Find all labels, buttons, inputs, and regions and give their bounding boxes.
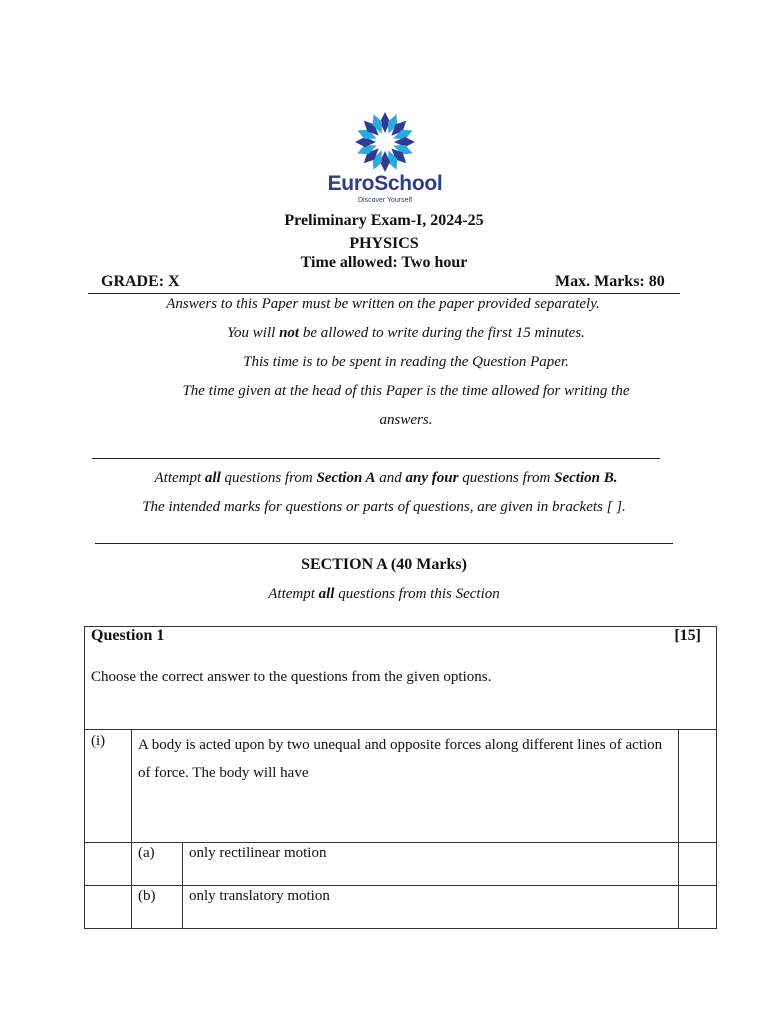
section-a-subtitle: Attempt all questions from this Section (268, 586, 500, 602)
empty-cell (85, 886, 132, 929)
divider-rule (92, 458, 660, 459)
subject-title: PHYSICS (349, 235, 419, 252)
logo-wordmark: EuroSchool (327, 172, 443, 195)
option-text: only rectilinear motion (183, 843, 679, 886)
section-a-title: SECTION A (40 Marks) (301, 556, 467, 573)
answer-cell (679, 886, 717, 929)
item-number: (i) (85, 730, 132, 843)
logo-tagline: Discover Yourself (357, 197, 413, 204)
divider-rule (95, 543, 673, 544)
question-title: Question 1 (91, 627, 165, 644)
attempt-instruction: Attempt all questions from Section A and any four questions from Section B. (154, 470, 618, 486)
school-logo (323, 110, 447, 206)
instruction-line-5: answers. (379, 412, 433, 428)
question-1-table (84, 626, 717, 929)
option-label: (a) (132, 843, 183, 886)
option-label: (b) (132, 886, 183, 929)
question-item (85, 730, 717, 843)
answer-cell (679, 843, 717, 886)
option-text: only translatory motion (183, 886, 679, 929)
marks-note: The intended marks for questions or parts of questions, are given in brackets [ ]. (142, 499, 626, 515)
grade-label: GRADE: X (101, 273, 180, 290)
item-text: A body is acted upon by two unequal and opposite forces along different lines of action of force. The body will have (132, 730, 679, 843)
question-1-header (85, 627, 717, 730)
star-emblem-icon (353, 110, 417, 174)
instruction-line-1: Answers to this Paper must be written on the paper provided separately. (166, 296, 600, 312)
header-rule (88, 293, 680, 294)
time-allowed: Time allowed: Two hour (300, 254, 468, 271)
question-marks: [15] (674, 627, 701, 644)
instruction-line-3: This time is to be spent in reading the Question Paper. (243, 354, 569, 370)
question-instruction: Choose the correct answer to the questions from the given options. (91, 669, 492, 685)
instruction-line-4: The time given at the head of this Paper is the time allowed for writing the (182, 383, 630, 399)
instruction-line-2: You will not be allowed to write during the first 15 minutes. (227, 325, 585, 341)
max-marks-label: Max. Marks: 80 (555, 273, 665, 290)
empty-cell (85, 843, 132, 886)
option-row (85, 843, 717, 886)
answer-cell (679, 730, 717, 843)
exam-title: Preliminary Exam-I, 2024-25 (284, 212, 484, 229)
option-row (85, 886, 717, 929)
